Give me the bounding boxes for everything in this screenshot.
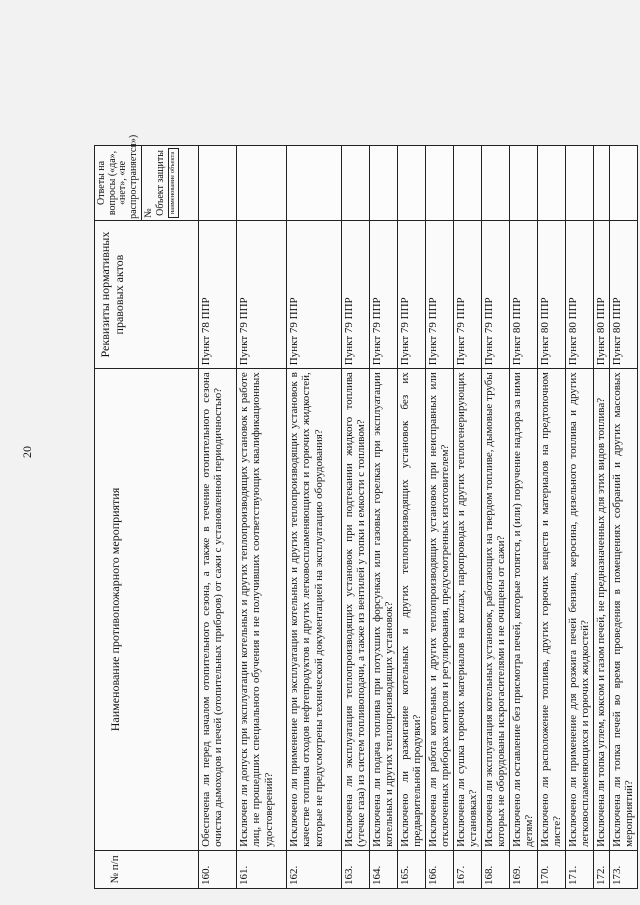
answer-cell[interactable] xyxy=(510,146,538,221)
requisite-ref: Пункт 80 ППР xyxy=(610,220,638,368)
row-number: 162. xyxy=(287,850,342,888)
measure-text: Обеспечена ли перед началом отопительного сезона, а также в течение отопительного сезона очистка дымоходов и печей (отопительных приборов) от сажи с установленной периодичностью? xyxy=(199,369,237,851)
col-header-num: № п/п xyxy=(95,850,199,888)
row-number: 161. xyxy=(237,850,287,888)
object-num-label: № xyxy=(143,208,154,218)
requisite-ref: Пункт 78 ППР xyxy=(199,220,237,368)
answer-cell[interactable] xyxy=(342,146,370,221)
measure-text: Исключен ли допуск при эксплуатации котельных и других теплопроизводящих установок к работе лиц, не прошедших специального обучения и не получивших соответствующих квалификационных удостоверений? xyxy=(237,369,287,851)
checklist-table xyxy=(94,134,638,889)
row-number: 166. xyxy=(426,850,454,888)
measure-text: Исключено ли оставление без присмотра печей, которые топятся, и (или) поручение надзора за ними детям? xyxy=(510,369,538,851)
table-row xyxy=(510,146,538,889)
table-header-row xyxy=(95,146,199,889)
table-row xyxy=(482,146,510,889)
measure-text: Исключена ли эксплуатация котельных установок, работающих на твердом топливе, дымовые трубы которых не оборудованы искрогасителями и не очищены от сажи? xyxy=(482,369,510,851)
requisite-ref: Пункт 79 ППР xyxy=(370,220,398,368)
checklist-page xyxy=(94,134,636,889)
answer-cell[interactable] xyxy=(398,146,426,221)
requisite-ref: Пункт 80 ППР xyxy=(538,220,566,368)
row-number: 163. xyxy=(342,850,370,888)
row-number: 168. xyxy=(482,850,510,888)
object-label: Объект защиты xyxy=(154,150,166,216)
requisite-ref: Пункт 79 ППР xyxy=(482,220,510,368)
table-row xyxy=(342,146,370,889)
requisite-ref: Пункт 79 ППР xyxy=(287,220,342,368)
table-row xyxy=(287,146,342,889)
measure-text: Исключено ли применение для розжига печей бензина, керосина, дизельного топлива и других легковоспламеняющихся и горючих жидкостей? xyxy=(566,369,594,851)
measure-text: Исключена ли работа котельных и других теплопроизводящих установок при неисправных или отключенных приборах контроля и регулирования, предусмотренных изготовителем? xyxy=(426,369,454,851)
row-number: 170. xyxy=(538,850,566,888)
answer-cell[interactable] xyxy=(594,146,610,221)
answer-cell[interactable] xyxy=(610,146,638,221)
requisite-ref: Пункт 79 ППР xyxy=(342,220,370,368)
measure-text: Исключена ли подача топлива при потухших форсунках или газовых горелках при эксплуатации котельных и других теплопроизводящих установок? xyxy=(370,369,398,851)
row-number: 169. xyxy=(510,850,538,888)
row-number: 167. xyxy=(454,850,482,888)
answer-cell[interactable] xyxy=(426,146,454,221)
answers-title: Ответы на вопросы («да», «нет», «не распространяется») xyxy=(95,146,142,220)
row-number: 172. xyxy=(594,850,610,888)
row-number: 160. xyxy=(199,850,237,888)
answer-cell[interactable] xyxy=(538,146,566,221)
table-row xyxy=(426,146,454,889)
measure-text: Исключена ли эксплуатация теплопроизводящих установок при подтекании жидкого топлива (утечке газа) из систем топливоподачи, а также из вентилей у топки и емкости с топливом? xyxy=(342,369,370,851)
table-row xyxy=(454,146,482,889)
measure-text: Исключена ли топка печей во время проведения в помещениях собраний и других массовых мероприятий? xyxy=(610,369,638,851)
object-subheader xyxy=(142,146,179,220)
requisite-ref: Пункт 80 ППР xyxy=(510,220,538,368)
row-number: 165. xyxy=(398,850,426,888)
answer-cell[interactable] xyxy=(287,146,342,221)
requisite-ref: Пункт 79 ППР xyxy=(454,220,482,368)
table-row xyxy=(538,146,566,889)
answer-cell[interactable] xyxy=(566,146,594,221)
answer-cell[interactable] xyxy=(370,146,398,221)
measure-text: Исключена ли сушка горючих материалов на котлах, паропроводах и других теплогенерирующих установках? xyxy=(454,369,482,851)
row-number: 173. xyxy=(610,850,638,888)
table-row xyxy=(398,146,426,889)
row-number: 171. xyxy=(566,850,594,888)
requisite-ref: Пункт 79 ППР xyxy=(398,220,426,368)
col-header-answers xyxy=(95,134,199,221)
table-row xyxy=(610,146,638,889)
answer-cell[interactable] xyxy=(199,146,237,221)
requisite-ref: Пункт 80 ППР xyxy=(566,220,594,368)
measure-text: Исключено ли расположение топлива, других горючих веществ и материалов на предтопочном листе? xyxy=(538,369,566,851)
table-row xyxy=(370,146,398,889)
measure-text: Исключено ли разжигание котельных и других теплопроизводящих установок без их предварительной продувки? xyxy=(398,369,426,851)
col-header-name: Наименование противопожарного мероприятия xyxy=(95,369,199,851)
row-number: 164. xyxy=(370,850,398,888)
requisite-ref: Пункт 80 ППР xyxy=(594,220,610,368)
table-row xyxy=(594,146,610,889)
answer-cell[interactable] xyxy=(237,146,287,221)
answer-cell[interactable] xyxy=(482,146,510,221)
col-header-requisites: Реквизиты нормативных правовых актов xyxy=(95,220,199,368)
table-row xyxy=(199,146,237,889)
requisite-ref: Пункт 79 ППР xyxy=(237,220,287,368)
measure-text: Исключена ли топка углем, коксом и газом печей, не предназначенных для этих видов топлива? xyxy=(594,369,610,851)
measure-text: Исключено ли применение при эксплуатации котельных и других теплопроизводящих установок в качестве топлива отходов нефтепродуктов и других легковоспламеняющихся и горючих жидкостей, которые не предусмотрены технической документацией на эксплуатацию оборудования? xyxy=(287,369,342,851)
table-row xyxy=(566,146,594,889)
object-name-label: наименование объекта xyxy=(168,148,179,218)
requisite-ref: Пункт 79 ППР xyxy=(426,220,454,368)
table-row xyxy=(237,146,287,889)
page-number: 20 xyxy=(20,446,34,458)
answer-cell[interactable] xyxy=(454,146,482,221)
